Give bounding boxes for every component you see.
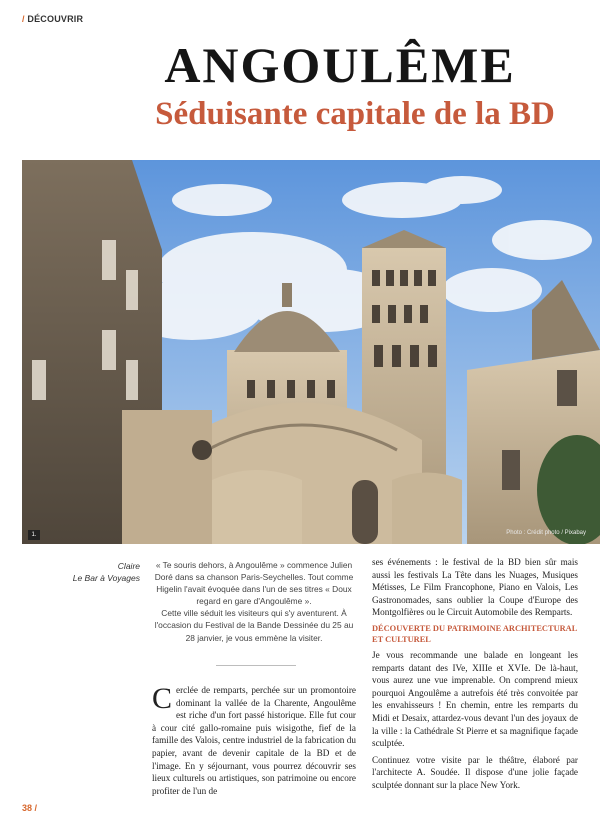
cathedral-illustration [22, 160, 600, 544]
intro-text [152, 559, 356, 644]
body-column-1 [152, 684, 356, 797]
author-blog: Le Bar à Voyages [72, 573, 140, 583]
article-title: ANGOULÊME [164, 37, 516, 93]
body-paragraph-2: ses événements : le festival de la BD bien sûr mais aussi les festivals La Tête dans les Nuages, Musiques Métisses, Le Film Francophone, Piano en Valois, Les Gastronomades, sans oublier la Coupe d'Europe des Montgolfières ou le Circuit Automobile des Remparts. [372, 557, 578, 618]
body-paragraph-3: Je vous recommande une balade en longeant les remparts datant des IVe, XIIIe et XVIe. De là-haut, vous aurez une vue imprenable. On comprend mieux pourquoi Angoulême a autrefois été très convoitée par les envahisseurs ! En chemin, entre les remparts du Midi et Desaix, attardez-vous devant l'un des joyaux de la ville : la Cathédrale St Pierre et sa magnifique façade sculptée. [372, 649, 578, 749]
section-label: DÉCOUVRIR [27, 14, 84, 24]
photo-number: 1. [28, 530, 40, 540]
divider [216, 665, 296, 666]
author-name: Claire [117, 561, 140, 571]
cathedral-photo [22, 160, 600, 544]
page-number [22, 803, 37, 813]
body-column-2 [372, 556, 578, 796]
page-number-value: 38 [22, 803, 33, 813]
intro-paragraph-1: « Te souris dehors, à Angoulême » commence Julien Doré dans sa chanson Paris-Seychelles. Tout comme Higelin l'avait évoquée dans l'un de ses titres « Doux regard en gare d'Angoulême ». [154, 560, 354, 607]
section-slash: / [22, 14, 25, 24]
body-paragraph-1: erclée de remparts, perchée sur un promontoire dominant la vallée de la Charente, Angoulême est riche d'un fort passé historique. Elle fut cour à cour cité gallo-romaine puis wisigothe, fief de la famille des Valois, centre industriel de la fabrication du papier, avant de devenir capitale de la BD et de l'image. En y séjournant, vous pourrez découvrir ses lieux culturels ou artistiques, son patrimoine ou encore profiter de l'un de [152, 685, 356, 796]
section-tag [22, 14, 83, 24]
section-heading: DÉCOUVERTE DU PATRIMOINE ARCHITECTURAL ET CULTUREL [372, 623, 577, 644]
page-number-slash: / [34, 803, 38, 813]
author-byline [60, 560, 140, 584]
photo-credit: Photo : Crédit photo / Pixabay [506, 530, 586, 536]
body-paragraph-4: Continuez votre visite par le théâtre, élaboré par l'architecte A. Soudée. Il dispose d'une jolie façade sculptée donnant sur la place New York. [372, 754, 578, 790]
article-subtitle: Séduisante capitale de la BD [155, 96, 555, 132]
drop-cap: C [152, 682, 173, 715]
intro-paragraph-2: Cette ville séduit les visiteurs qui s'y aventurent. À l'occasion du Festival de la Bande Dessinée du 25 au 28 janvier, je vous emmène la visiter. [154, 608, 354, 643]
